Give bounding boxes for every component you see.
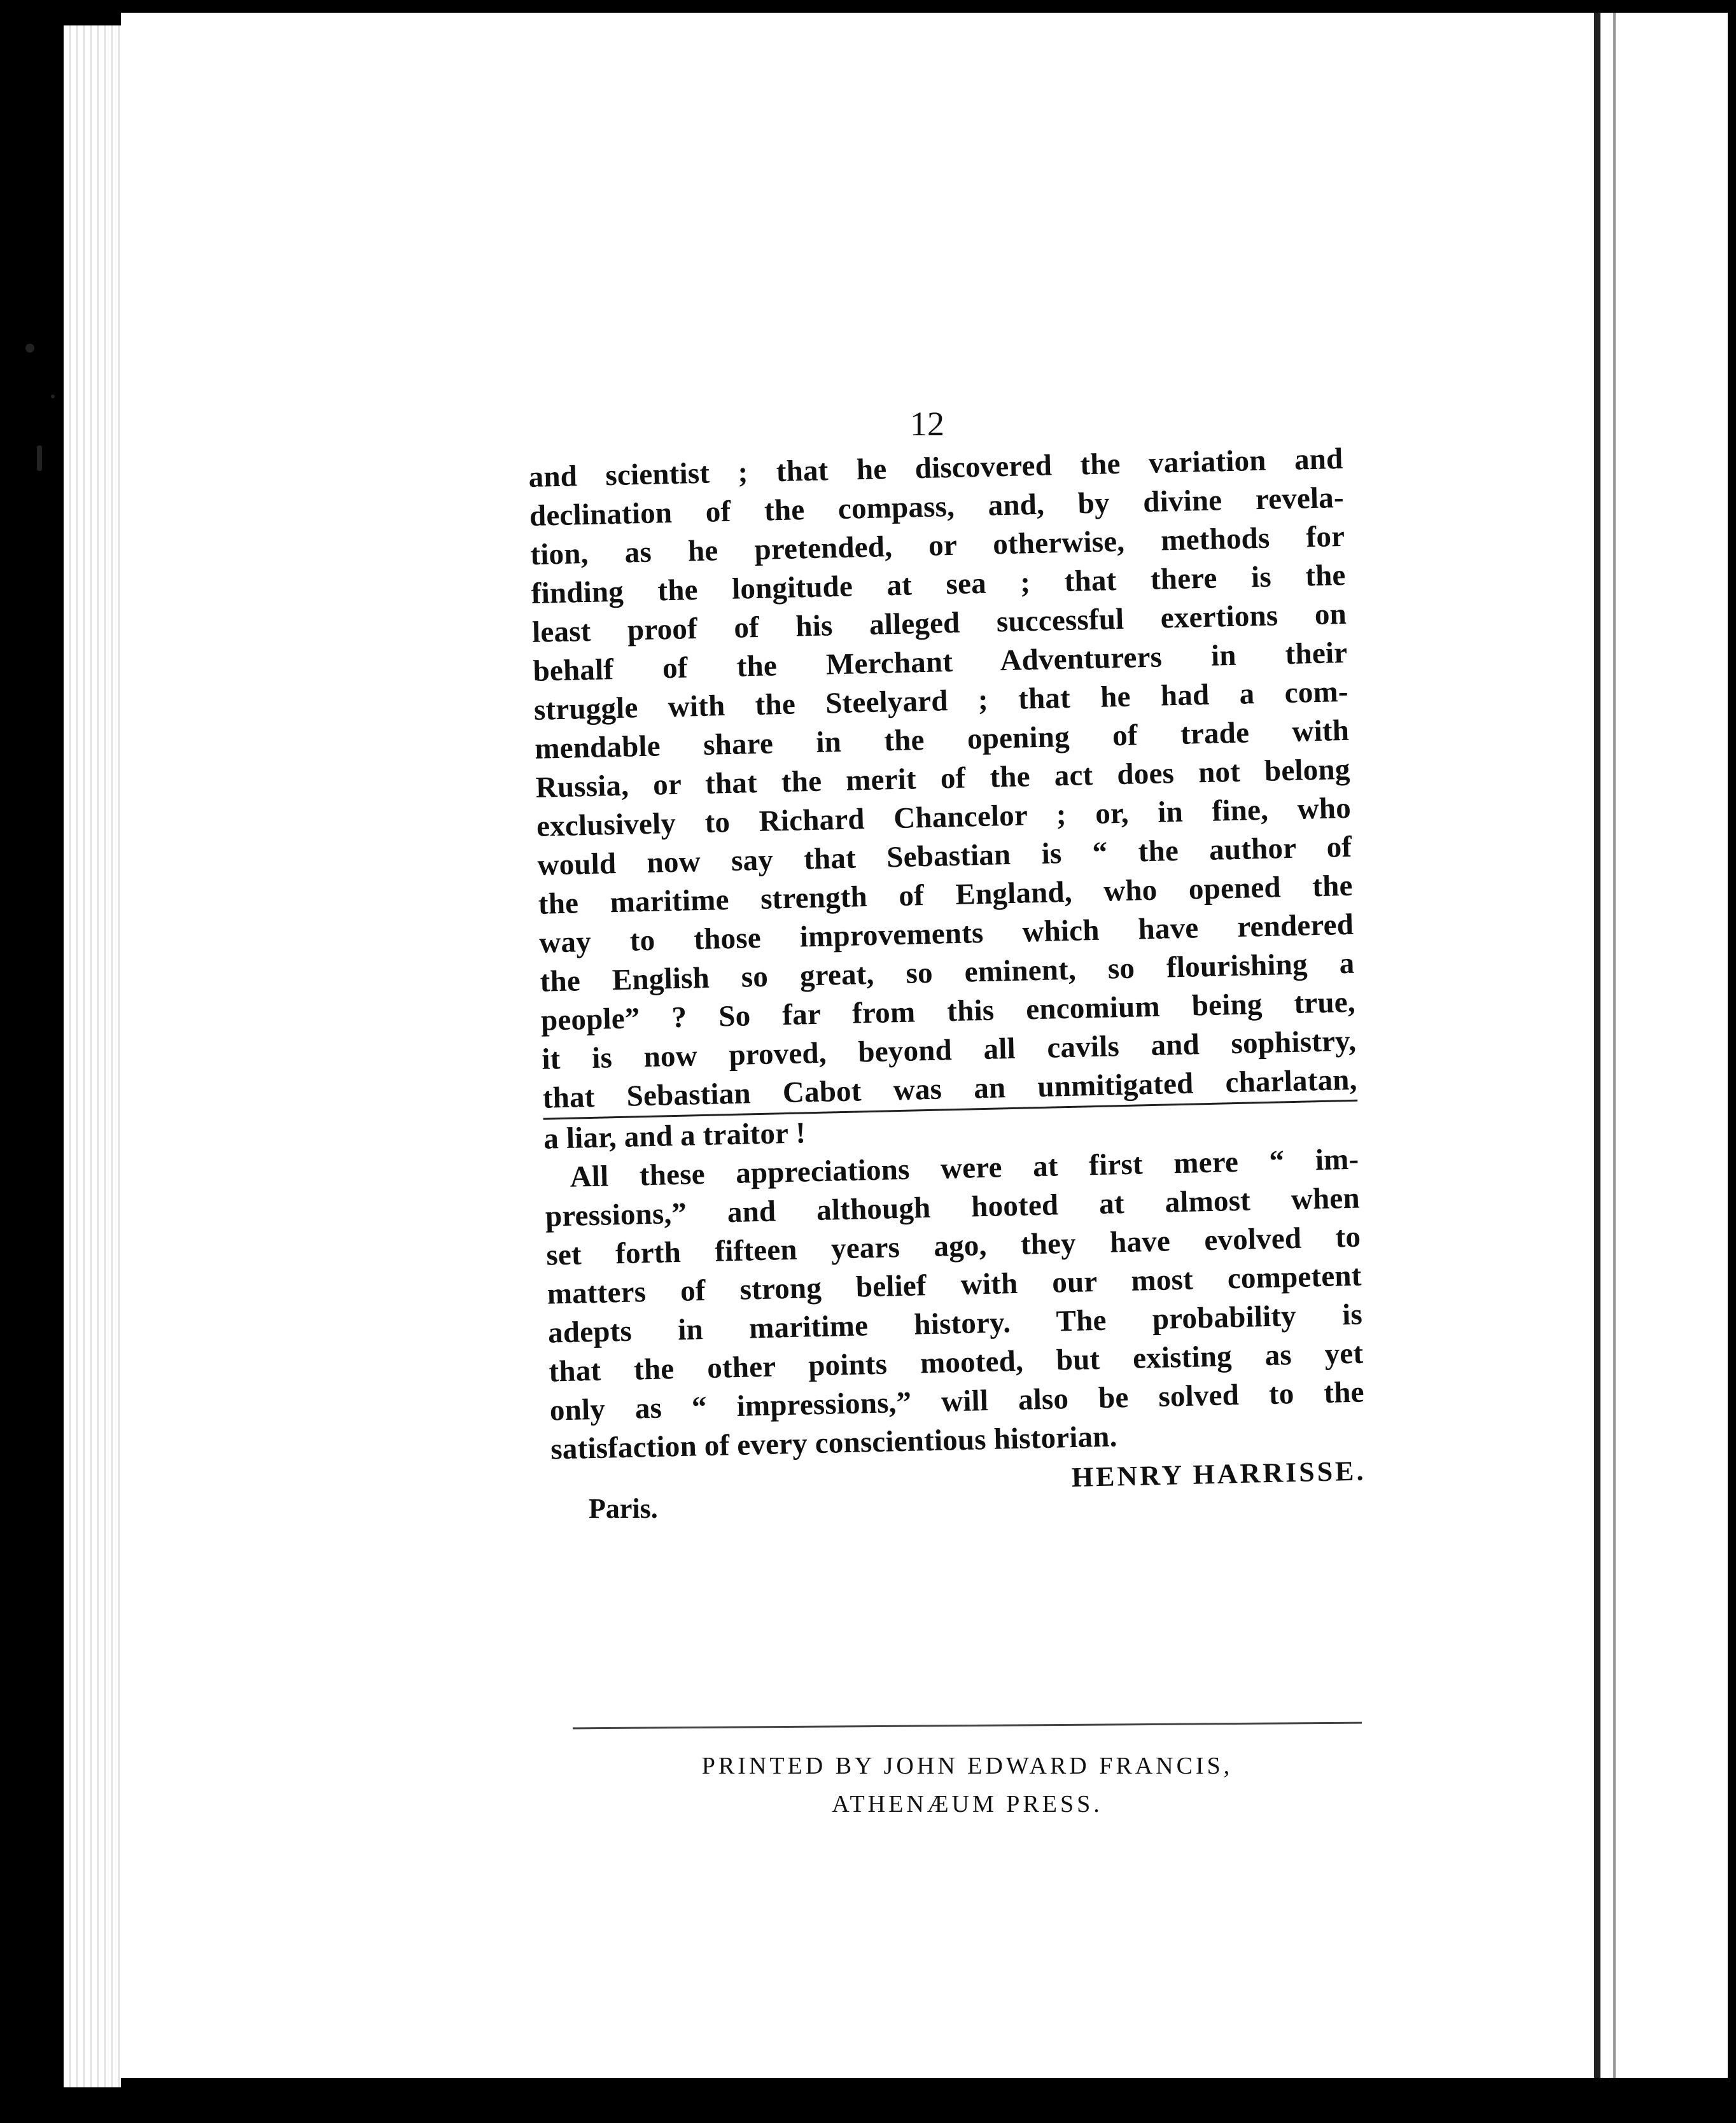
text-line: that the other points mooted, but existing as yet — [548, 1336, 1364, 1389]
text-line: adepts in maritime history. The probability is — [547, 1298, 1363, 1350]
text-line: satisfaction of every conscientious historian. — [550, 1420, 1118, 1466]
place-line: Paris. — [589, 1493, 658, 1524]
text-line: and scientist ; that he discovered the variation and — [528, 442, 1343, 494]
text-line: least proof of his alleged successful exertions on — [531, 597, 1347, 649]
text-line: a liar, and a traitor ! — [543, 1116, 806, 1156]
text-line: exclusively to Richard Chancelor ; or, in fine, who — [536, 791, 1352, 843]
text-line: pressions,” and although hooted at almost when — [545, 1181, 1361, 1233]
printer-imprint — [592, 1747, 1343, 1823]
text-line: the English so great, so eminent, so flourishing a — [540, 946, 1355, 998]
text-line-underlined: that Sebastian Cabot was an unmitigated charlatan, — [542, 1061, 1357, 1120]
text-line: it is now proved, beyond all cavils and sophistry, — [541, 1024, 1357, 1076]
imprint-line-1: PRINTED BY JOHN EDWARD FRANCIS, — [701, 1753, 1233, 1779]
facing-page-edge — [1594, 13, 1728, 2078]
text-line: would now say that Sebastian is “ the author of — [536, 830, 1352, 882]
text-line: declination of the compass, and, by divine revela- — [529, 480, 1345, 533]
text-line: behalf of the Merchant Adventurers in their — [533, 636, 1348, 688]
page-number: 12 — [910, 405, 944, 443]
text-line: finding the longitude at sea ; that there is the — [531, 558, 1347, 610]
text-line: set forth fifteen years ago, they have evolved to — [545, 1220, 1361, 1272]
page-stack-edge — [64, 25, 121, 2087]
text-line: way to those improvements which have rendered — [538, 907, 1354, 960]
scan-speck — [51, 395, 55, 398]
text-line: mendable share in the opening of trade with — [534, 713, 1350, 766]
body-text — [528, 440, 1366, 1508]
text-line: struggle with the Steelyard ; that he had a com- — [533, 675, 1349, 727]
author-signature: HENRY HARRISSE. — [1071, 1455, 1366, 1494]
scan-speck — [25, 344, 34, 353]
text-line: tion, as he pretended, or otherwise, methods for — [529, 519, 1345, 571]
text-line: the maritime strength of England, who opened the — [538, 869, 1354, 921]
text-line: only as “ impressions,” will also be solved to the — [549, 1375, 1365, 1427]
text-line: All these appreciations were at first mere “ im- — [570, 1142, 1359, 1194]
imprint-line-2: ATHENÆUM PRESS. — [832, 1791, 1103, 1818]
text-line: Russia, or that the merit of the act does not belong — [535, 752, 1351, 804]
scan-speck — [37, 445, 42, 471]
text-line: people” ? So far from this encomium being true, — [540, 985, 1356, 1037]
text-line: matters of strong belief with our most competent — [547, 1259, 1362, 1311]
